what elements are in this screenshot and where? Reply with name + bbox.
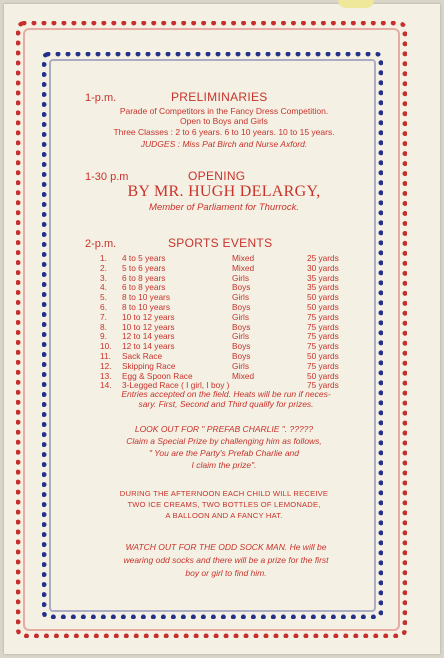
event-number: 12. bbox=[100, 360, 112, 371]
event-distance: 75 yards bbox=[307, 360, 339, 371]
event-description: 8 to 10 years bbox=[122, 292, 170, 303]
event-distance: 35 yards bbox=[307, 272, 339, 283]
event-number: 11. bbox=[100, 350, 111, 361]
event-distance: 25 yards bbox=[307, 253, 339, 263]
event-number: 10. bbox=[100, 341, 112, 352]
event-distance: 30 yards bbox=[307, 262, 339, 273]
event-group: Boys bbox=[232, 350, 251, 361]
entries-note-line-2: sary. First, Second and Third qualify for prizes. bbox=[138, 399, 314, 409]
preliminaries-line-3: Three Classes : 2 to 6 years. 6 to 10 years. 10 to 15 years. bbox=[113, 127, 335, 137]
event-distance: 75 yards bbox=[307, 341, 339, 352]
event-distance: 75 yards bbox=[307, 311, 339, 322]
event-description: 6 to 8 years bbox=[122, 272, 166, 283]
event-distance: 35 yards bbox=[307, 282, 339, 293]
event-number: 7. bbox=[100, 311, 107, 322]
opening-speaker: BY MR. HUGH DELARGY, bbox=[127, 183, 321, 200]
event-group: Boys bbox=[232, 301, 251, 312]
tape-strip bbox=[338, 0, 374, 8]
event-number: 8. bbox=[100, 321, 107, 332]
event-number: 5. bbox=[100, 292, 107, 303]
preliminaries-line-2: Open to Boys and Girls bbox=[180, 116, 268, 126]
event-group: Girls bbox=[232, 311, 250, 322]
oddsock-line-3: boy or girl to find him. bbox=[185, 568, 267, 578]
event-distance: 50 yards bbox=[307, 350, 339, 361]
event-description: 8 to 10 years bbox=[122, 301, 170, 312]
event-distance: 50 yards bbox=[307, 292, 339, 303]
afternoon-line-1: DURING THE AFTERNOON EACH CHILD WILL RECEIVE bbox=[119, 489, 329, 498]
sports-heading: SPORTS EVENTS bbox=[168, 236, 273, 250]
event-group: Mixed bbox=[232, 262, 255, 273]
event-distance: 75 yards bbox=[307, 321, 339, 332]
preliminaries-heading: PRELIMINARIES bbox=[171, 90, 268, 104]
event-distance: 50 yards bbox=[307, 370, 339, 381]
event-description: 6 to 8 years bbox=[122, 282, 166, 293]
event-group: Girls bbox=[232, 292, 250, 303]
event-group: Boys bbox=[232, 341, 251, 352]
event-distance: 75 yards bbox=[307, 380, 339, 391]
event-number: 6. bbox=[100, 301, 107, 312]
event-group: Mixed bbox=[232, 370, 255, 381]
event-group: Girls bbox=[232, 331, 250, 342]
afternoon-line-3: A BALLOON AND A FANCY HAT. bbox=[165, 511, 283, 520]
event-description: Skipping Race bbox=[122, 360, 176, 371]
event-description: Sack Race bbox=[122, 350, 163, 361]
preliminaries-line-1: Parade of Competitors in the Fancy Dress Competition. bbox=[119, 106, 329, 116]
event-group: Boys bbox=[232, 282, 251, 293]
event-group: Boys bbox=[232, 321, 251, 332]
event-group: Girls bbox=[232, 360, 250, 371]
event-description: 3-Legged Race ( I girl, I boy ) bbox=[122, 380, 230, 391]
prefab-line-1: LOOK OUT FOR " PREFAB CHARLIE ". ????? bbox=[134, 424, 314, 434]
event-description: 10 to 12 years bbox=[122, 321, 175, 332]
event-description: 12 to 14 years bbox=[122, 331, 175, 342]
event-group: Girls bbox=[232, 272, 250, 283]
oddsock-line-1: WATCH OUT FOR THE ODD SOCK MAN. He will be bbox=[125, 542, 327, 552]
event-distance: 75 yards bbox=[307, 331, 339, 342]
event-number: 1. bbox=[100, 253, 107, 263]
preliminaries-time: 1-p.m. bbox=[85, 92, 117, 104]
event-number: 13. bbox=[100, 370, 112, 381]
sports-events-table bbox=[100, 254, 367, 391]
oddsock-line-2: wearing odd socks and there will be a prize for the first bbox=[123, 555, 329, 565]
event-number: 9. bbox=[100, 331, 107, 342]
event-number: 14. bbox=[100, 380, 112, 391]
event-description: Egg & Spoon Race bbox=[122, 370, 193, 381]
event-description: 12 to 14 years bbox=[122, 341, 175, 352]
event-description: 5 to 6 years bbox=[122, 262, 166, 273]
entries-note-line-1: Entries accepted on the field. Heats will be run if neces- bbox=[121, 389, 331, 399]
judges-line: JUDGES : Miss Pat Birch and Nurse Axford. bbox=[140, 139, 308, 149]
event-distance: 50 yards bbox=[307, 301, 339, 312]
prefab-line-4: I claim the prize". bbox=[191, 460, 257, 470]
event-number: 3. bbox=[100, 272, 107, 283]
event-group: Mixed bbox=[232, 253, 255, 263]
event-description: 4 to 5 years bbox=[122, 253, 166, 263]
opening-heading: OPENING bbox=[188, 169, 246, 183]
sports-time: 2-p.m. bbox=[85, 238, 117, 250]
event-number: 2. bbox=[100, 262, 107, 273]
event-number: 4. bbox=[100, 282, 107, 293]
afternoon-line-2: TWO ICE CREAMS, TWO BOTTLES OF LEMONADE, bbox=[127, 500, 321, 509]
prefab-line-2: Claim a Special Prize by challenging him as follows, bbox=[126, 436, 322, 446]
opening-time: 1-30 p.m bbox=[85, 171, 129, 183]
prefab-line-3: " You are the Party's Prefab Charlie and bbox=[148, 448, 300, 458]
event-description: 10 to 12 years bbox=[122, 311, 175, 322]
opening-role: Member of Parliament for Thurrock. bbox=[149, 202, 299, 213]
